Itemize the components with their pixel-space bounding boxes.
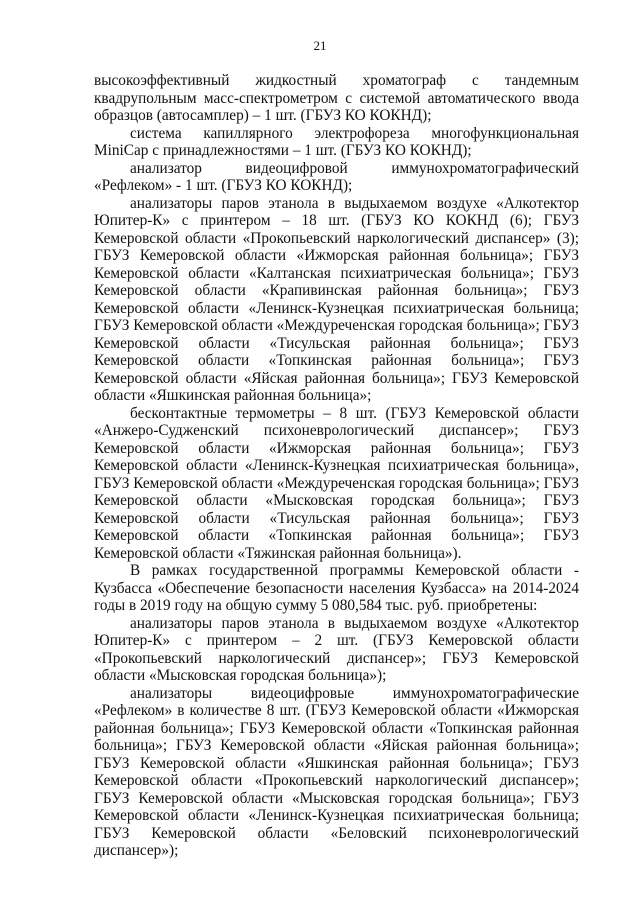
paragraph-breathalyzer-item: анализаторы паров этанола в выдыхаемом воздухе «Алкотектор Юпитер-К» с принтером – 18 шт. (ГБУЗ КО КОКНД (6); ГБУЗ Кемеровской области «Прокопьевский наркологический диспансер» (3); ГБУЗ Кемеровской области «Ижморская районная больница»; ГБУЗ Кемеровской области «Калтанская психиатрическая больница»; ГБУЗ Кемеровской области «Крапивинская районная больница»; ГБУЗ Кемеровской области «Ленинск-Кузнецкая психиатрическая больница; ГБУЗ Кемеровской области «Междуреченская городская больница»; ГБУЗ Кемеровской области «Тисульская районная больница»; ГБУЗ Кемеровской области «Топкинская районная больница»; ГБУЗ Кемеровской области «Яйская районная больница»; ГБУЗ Кемеровской области «Яшкинская районная больница»; bbox=[94, 194, 579, 404]
page-number: 21 bbox=[313, 38, 327, 53]
paragraph-minicap-item: система капиллярного электрофореза многофункциональная MiniCap с принадлежностями – 1 шт. (ГБУЗ КО КОКНД); bbox=[94, 124, 579, 159]
paragraph-program-intro: В рамках государственной программы Кемеровской области - Кузбасса «Обеспечение безопасности населения Кузбасса» на 2014-2024 годы в 2019 году на общую сумму 5 080,584 тыс. руб. приобретены: bbox=[94, 562, 579, 614]
paragraph-thermometer-item: бесконтактные термометры – 8 шт. (ГБУЗ Кемеровской области «Анжеро-Судженский психоневрологический диспансер»; ГБУЗ Кемеровской области «Ижморская районная больница»; ГБУЗ Кемеровской области «Ленинск-Кузнецкая психиатрическая больница», ГБУЗ Кемеровской области «Междуреченская городская больница»; ГБУЗ Кемеровской области «Мысковская городская больница»; ГБУЗ Кемеровской области «Тисульская районная больница»; ГБУЗ Кемеровской области «Топкинская районная больница»; ГБУЗ Кемеровской области «Тяжинская районная больница»). bbox=[94, 404, 579, 562]
paragraph-reflekom-item: анализатор видеоцифровой иммунохроматографический «Рефлеком» - 1 шт. (ГБУЗ КО КОКНД); bbox=[94, 159, 579, 194]
paragraph-reflekom-2019: анализаторы видеоцифровые иммунохроматографические «Рефлеком» в количестве 8 шт. (ГБУЗ Кемеровской области «Ижморская районная больница»; ГБУЗ Кемеровской области «Топкинская районная больница»; ГБУЗ Кемеровской области «Яйская районная больница»; ГБУЗ Кемеровской области «Яшкинская районная больница»; ГБУЗ Кемеровской области «Прокопьевский наркологический диспансер»; ГБУЗ Кемеровской области «Мысковская городская больница»; ГБУЗ Кемеровской области «Ленинск-Кузнецкая психиатрическая больница; ГБУЗ Кемеровской области «Беловский психоневрологический диспансер»); bbox=[94, 684, 579, 859]
paragraph-breathalyzer-2019: анализаторы паров этанола в выдыхаемом воздухе «Алкотектор Юпитер-К» с принтером – 2 шт. (ГБУЗ Кемеровской области «Прокопьевский наркологический диспансер»; ГБУЗ Кемеровской области «Мысковская городская больница»); bbox=[94, 614, 579, 684]
paragraph-hplc-item: высокоэффективный жидкостный хроматограф с тандемным квадрупольным масс-спектрометром с системой автоматического ввода образцов (автосамплер) – 1 шт. (ГБУЗ КО КОКНД); bbox=[94, 72, 579, 124]
document-body bbox=[94, 72, 579, 860]
